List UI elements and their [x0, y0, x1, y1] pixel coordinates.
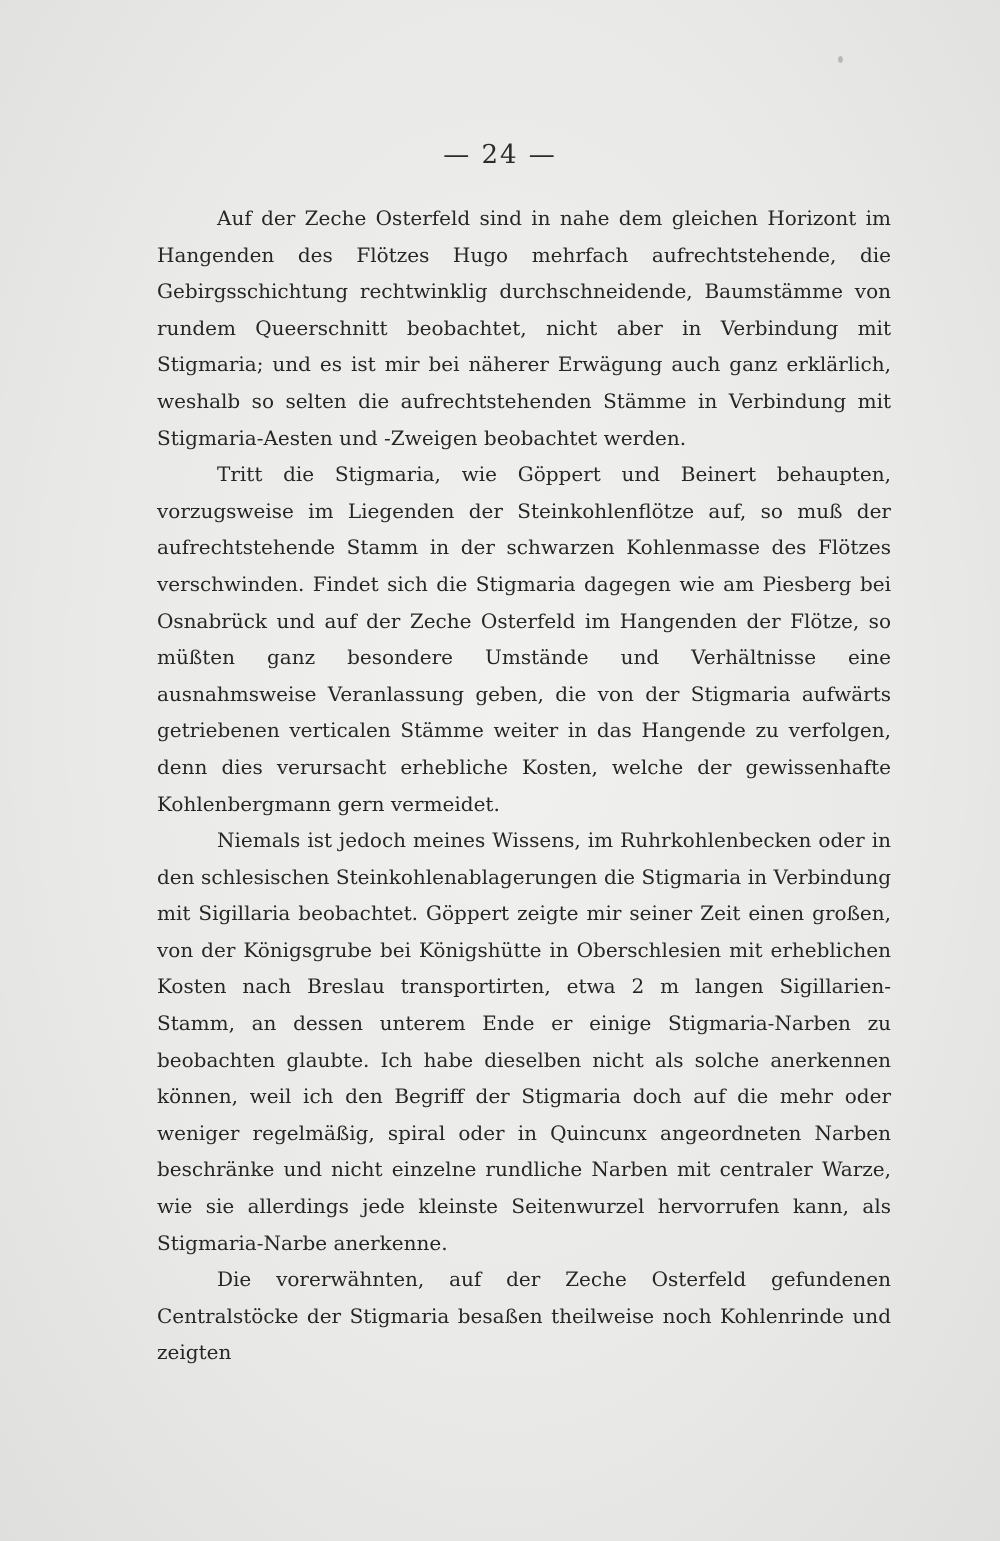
- paragraph-3: Niemals ist jedoch meines Wissens, im Ruhrkohlenbecken oder in den schlesischen Steinkohlenablagerungen die Stigmaria in Verbindung mit Sigillaria beobachtet. Göppert zeigte mir seiner Zeit einen großen, von der Königsgrube bei Königshütte in Oberschlesien mit erheblichen Kosten nach Breslau transportirten, etwa 2 m langen Sigillarien-Stamm, an dessen unterem Ende er einige Stigmaria-Narben zu beobachten glaubte. Ich habe dieselben nicht als solche anerkennen können, weil ich den Begriff der Stigmaria doch auf die mehr oder weniger regelmäßig, spiral oder in Quincunx angeordneten Narben beschränke und nicht einzelne rundliche Narben mit centraler Warze, wie sie allerdings jede kleinste Seitenwurzel hervorrufen kann, als Stigmaria-Narbe anerkenne.: [157, 828, 891, 1255]
- body-text: [157, 200, 891, 1371]
- paragraph-4: Die vorerwähnten, auf der Zeche Osterfeld gefundenen Centralstöcke der Stigmaria besaßen theilweise noch Kohlenrinde und zeigten: [157, 1267, 891, 1365]
- paper-speck: [838, 56, 843, 63]
- paragraph-1: Auf der Zeche Osterfeld sind in nahe dem gleichen Horizont im Hangenden des Flötzes Hugo mehrfach aufrechtstehende, die Gebirgsschichtung rechtwinklig durchschneidende, Baumstämme von rundem Queerschnitt beobachtet, nicht aber in Verbindung mit Stigmaria; und es ist mir bei näherer Erwägung auch ganz erklärlich, weshalb so selten die aufrechtstehenden Stämme in Verbindung mit Stigmaria-Aesten und -Zweigen beobachtet werden.: [157, 206, 891, 450]
- page-number: — 24 —: [443, 140, 557, 170]
- paragraph-2: Tritt die Stigmaria, wie Göppert und Beinert behaupten, vorzugsweise im Liegenden der Steinkohlenflötze auf, so muß der aufrechtstehende Stamm in der schwarzen Kohlenmasse des Flötzes verschwinden. Findet sich die Stigmaria dagegen wie am Piesberg bei Osnabrück und auf der Zeche Osterfeld im Hangenden der Flötze, so müßten ganz besondere Umstände und Verhältnisse eine ausnahmsweise Veranlassung geben, die von der Stigmaria aufwärts getriebenen verticalen Stämme weiter in das Hangende zu verfolgen, denn dies verursacht erhebliche Kosten, welche der gewissenhafte Kohlenbergmann gern vermeidet.: [157, 462, 891, 816]
